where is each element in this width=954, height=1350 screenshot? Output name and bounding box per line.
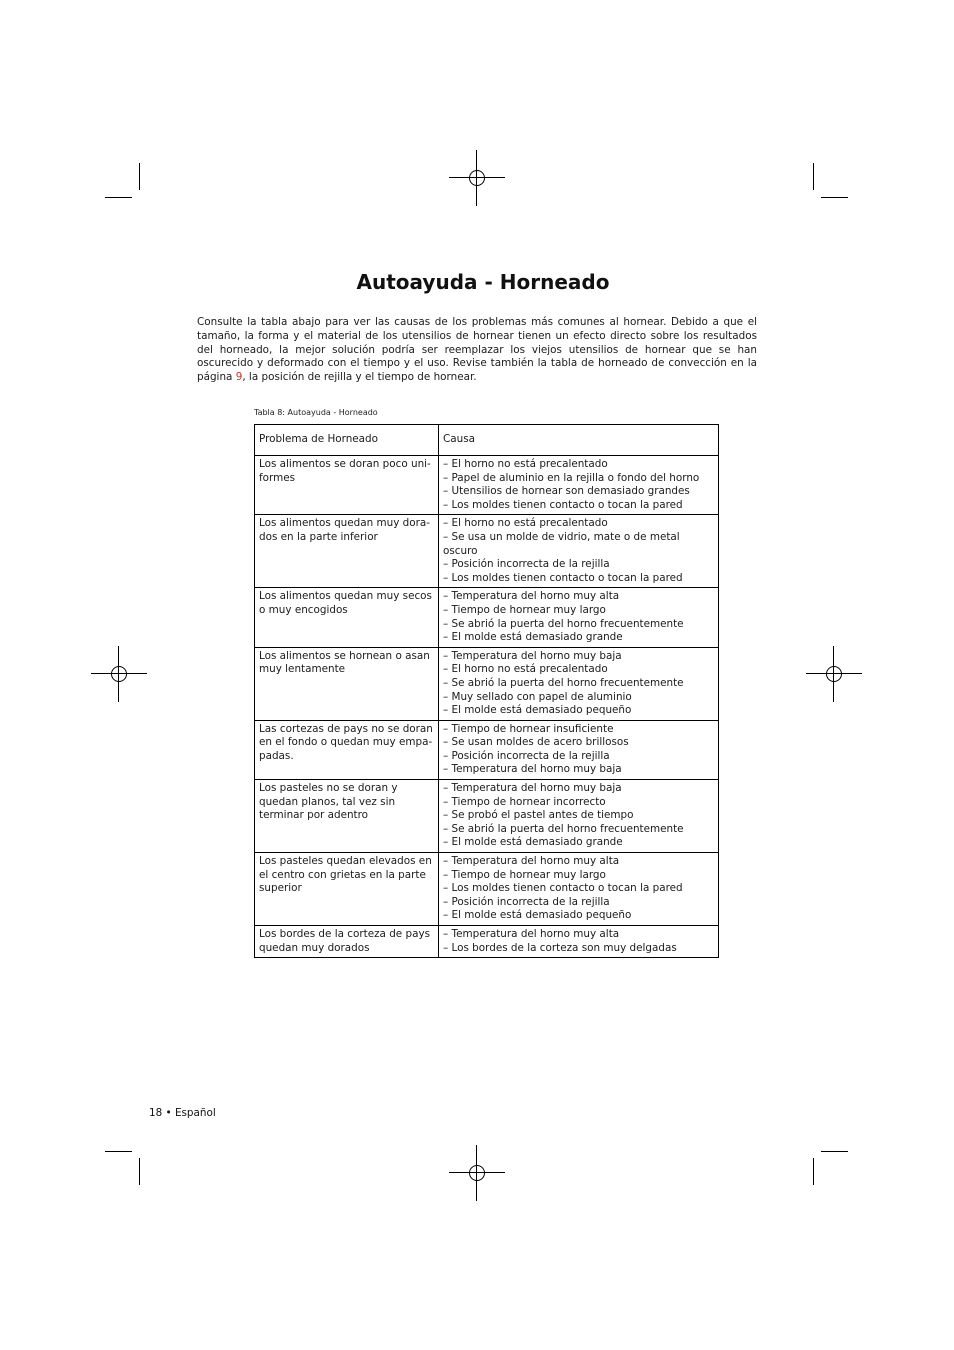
cause-item: – Los moldes tienen contacto o tocan la pared	[443, 498, 683, 511]
cause-item: – El molde está demasiado grande	[443, 836, 623, 849]
cause-item: – Temperatura del horno muy alta	[443, 855, 620, 868]
problem-cell: Los alimentos se hornean o asan muy lentamente	[255, 647, 439, 720]
crop-mark	[813, 1158, 814, 1185]
table-row	[255, 456, 719, 515]
cause-item: – El horno no está precalentado	[443, 458, 608, 470]
table-caption: Tabla 8: Autoayuda - Horneado	[254, 408, 378, 417]
cause-cell	[439, 780, 719, 853]
cause-item: – Muy sellado con papel de aluminio	[443, 690, 632, 703]
intro-text: , la posición de rejilla y el tiempo de hornear.	[242, 371, 477, 384]
cause-item: – Utensilios de hornear son demasiado grandes	[443, 485, 690, 498]
cause-item: – El molde está demasiado grande	[443, 631, 623, 644]
crop-mark	[821, 197, 848, 198]
crop-mark	[813, 163, 814, 190]
cause-item: – Papel de aluminio en la rejilla o fondo del horno	[443, 471, 700, 484]
problem-cell: Los alimentos se doran poco uni-formes	[255, 456, 439, 515]
cause-cell	[439, 588, 719, 647]
problem-cell: Los alimentos quedan muy secos o muy encogidos	[255, 588, 439, 647]
cause-item: – Tiempo de hornear insuficiente	[443, 722, 614, 735]
cause-item: – Temperatura del horno muy baja	[443, 649, 622, 662]
cause-item: – Se usa un molde de vidrio, mate o de metal oscuro	[443, 530, 680, 557]
cause-cell	[439, 647, 719, 720]
cause-item: – Temperatura del horno muy baja	[443, 782, 622, 795]
page-title: Autoayuda - Horneado	[356, 270, 610, 294]
problem-cell: Los pasteles quedan elevados en el centro con grietas en la parte superior	[255, 853, 439, 926]
cause-item: – Se usan moldes de acero brillosos	[443, 736, 629, 749]
cause-cell	[439, 926, 719, 958]
table-row	[255, 720, 719, 779]
registration-mark-icon	[91, 646, 147, 702]
cause-item: – Tiempo de hornear muy largo	[443, 868, 606, 881]
cause-cell	[439, 456, 719, 515]
problem-cell: Los bordes de la corteza de pays quedan muy dorados	[255, 926, 439, 958]
cause-item: – El horno no está precalentado	[443, 663, 608, 676]
cause-item: – Tiempo de hornear incorrecto	[443, 795, 606, 808]
column-header-cause: Causa	[439, 425, 719, 456]
cause-item: – Temperatura del horno muy alta	[443, 590, 620, 603]
table-row	[255, 647, 719, 720]
cause-item: – Posición incorrecta de la rejilla	[443, 558, 610, 571]
table-row	[255, 926, 719, 958]
table-header-row	[255, 425, 719, 456]
page-footer: 18 • Español	[149, 1107, 216, 1119]
problem-cell: Los alimentos quedan muy dora-dos en la parte inferior	[255, 515, 439, 588]
problem-cell: Las cortezas de pays no se doran en el fondo o quedan muy empa-padas.	[255, 720, 439, 779]
crop-mark	[139, 1158, 140, 1185]
intro-paragraph	[197, 316, 757, 385]
problem-cell: Los pasteles no se doran y quedan planos, tal vez sin terminar por adentro	[255, 780, 439, 853]
cause-cell	[439, 515, 719, 588]
registration-mark-icon	[449, 150, 505, 206]
table-row	[255, 588, 719, 647]
cause-item: – Se abrió la puerta del horno frecuentemente	[443, 822, 684, 835]
page-reference-link[interactable]: 9	[235, 371, 243, 384]
cause-item: – Temperatura del horno muy alta	[443, 928, 620, 940]
cause-item: – Los bordes de la corteza son muy delgadas	[443, 941, 677, 954]
cause-item: – Se abrió la puerta del horno frecuentemente	[443, 617, 684, 630]
registration-mark-icon	[806, 646, 862, 702]
cause-item: – Los moldes tienen contacto o tocan la pared	[443, 882, 683, 895]
crop-mark	[105, 1151, 132, 1152]
troubleshooting-table	[254, 424, 719, 958]
cause-cell	[439, 720, 719, 779]
cause-item: – Los moldes tienen contacto o tocan la pared	[443, 571, 683, 584]
cause-cell	[439, 853, 719, 926]
column-header-problem: Problema de Horneado	[255, 425, 439, 456]
table-row	[255, 853, 719, 926]
cause-item: – Posición incorrecta de la rejilla	[443, 895, 610, 908]
table-row	[255, 780, 719, 853]
crop-mark	[821, 1151, 848, 1152]
registration-mark-icon	[449, 1145, 505, 1201]
cause-item: – Temperatura del horno muy baja	[443, 763, 622, 776]
cause-item: – El molde está demasiado pequeño	[443, 704, 632, 717]
crop-mark	[139, 163, 140, 190]
cause-item: – Tiempo de hornear muy largo	[443, 603, 606, 616]
cause-item: – El molde está demasiado pequeño	[443, 909, 632, 922]
cause-item: – El horno no está precalentado	[443, 517, 608, 530]
cause-item: – Se probó el pastel antes de tiempo	[443, 809, 634, 822]
cause-item: – Posición incorrecta de la rejilla	[443, 749, 610, 762]
intro-text: Consulte la tabla abajo para ver las causas de los problemas más comunes al hornear. Debido a que el tamaño, la forma y el material de los utensilios de hornear tienen un efecto directo sobre los resultados del horneado, la mejor solución podría ser reemplazar los viejos utensilios de hornear que se han oscurecido y deformado con el tiempo y el uso. Revise también la tabla de horneado de convección en la página	[197, 316, 757, 384]
crop-mark	[105, 197, 132, 198]
cause-item: – Se abrió la puerta del horno frecuentemente	[443, 676, 684, 689]
table-row	[255, 515, 719, 588]
